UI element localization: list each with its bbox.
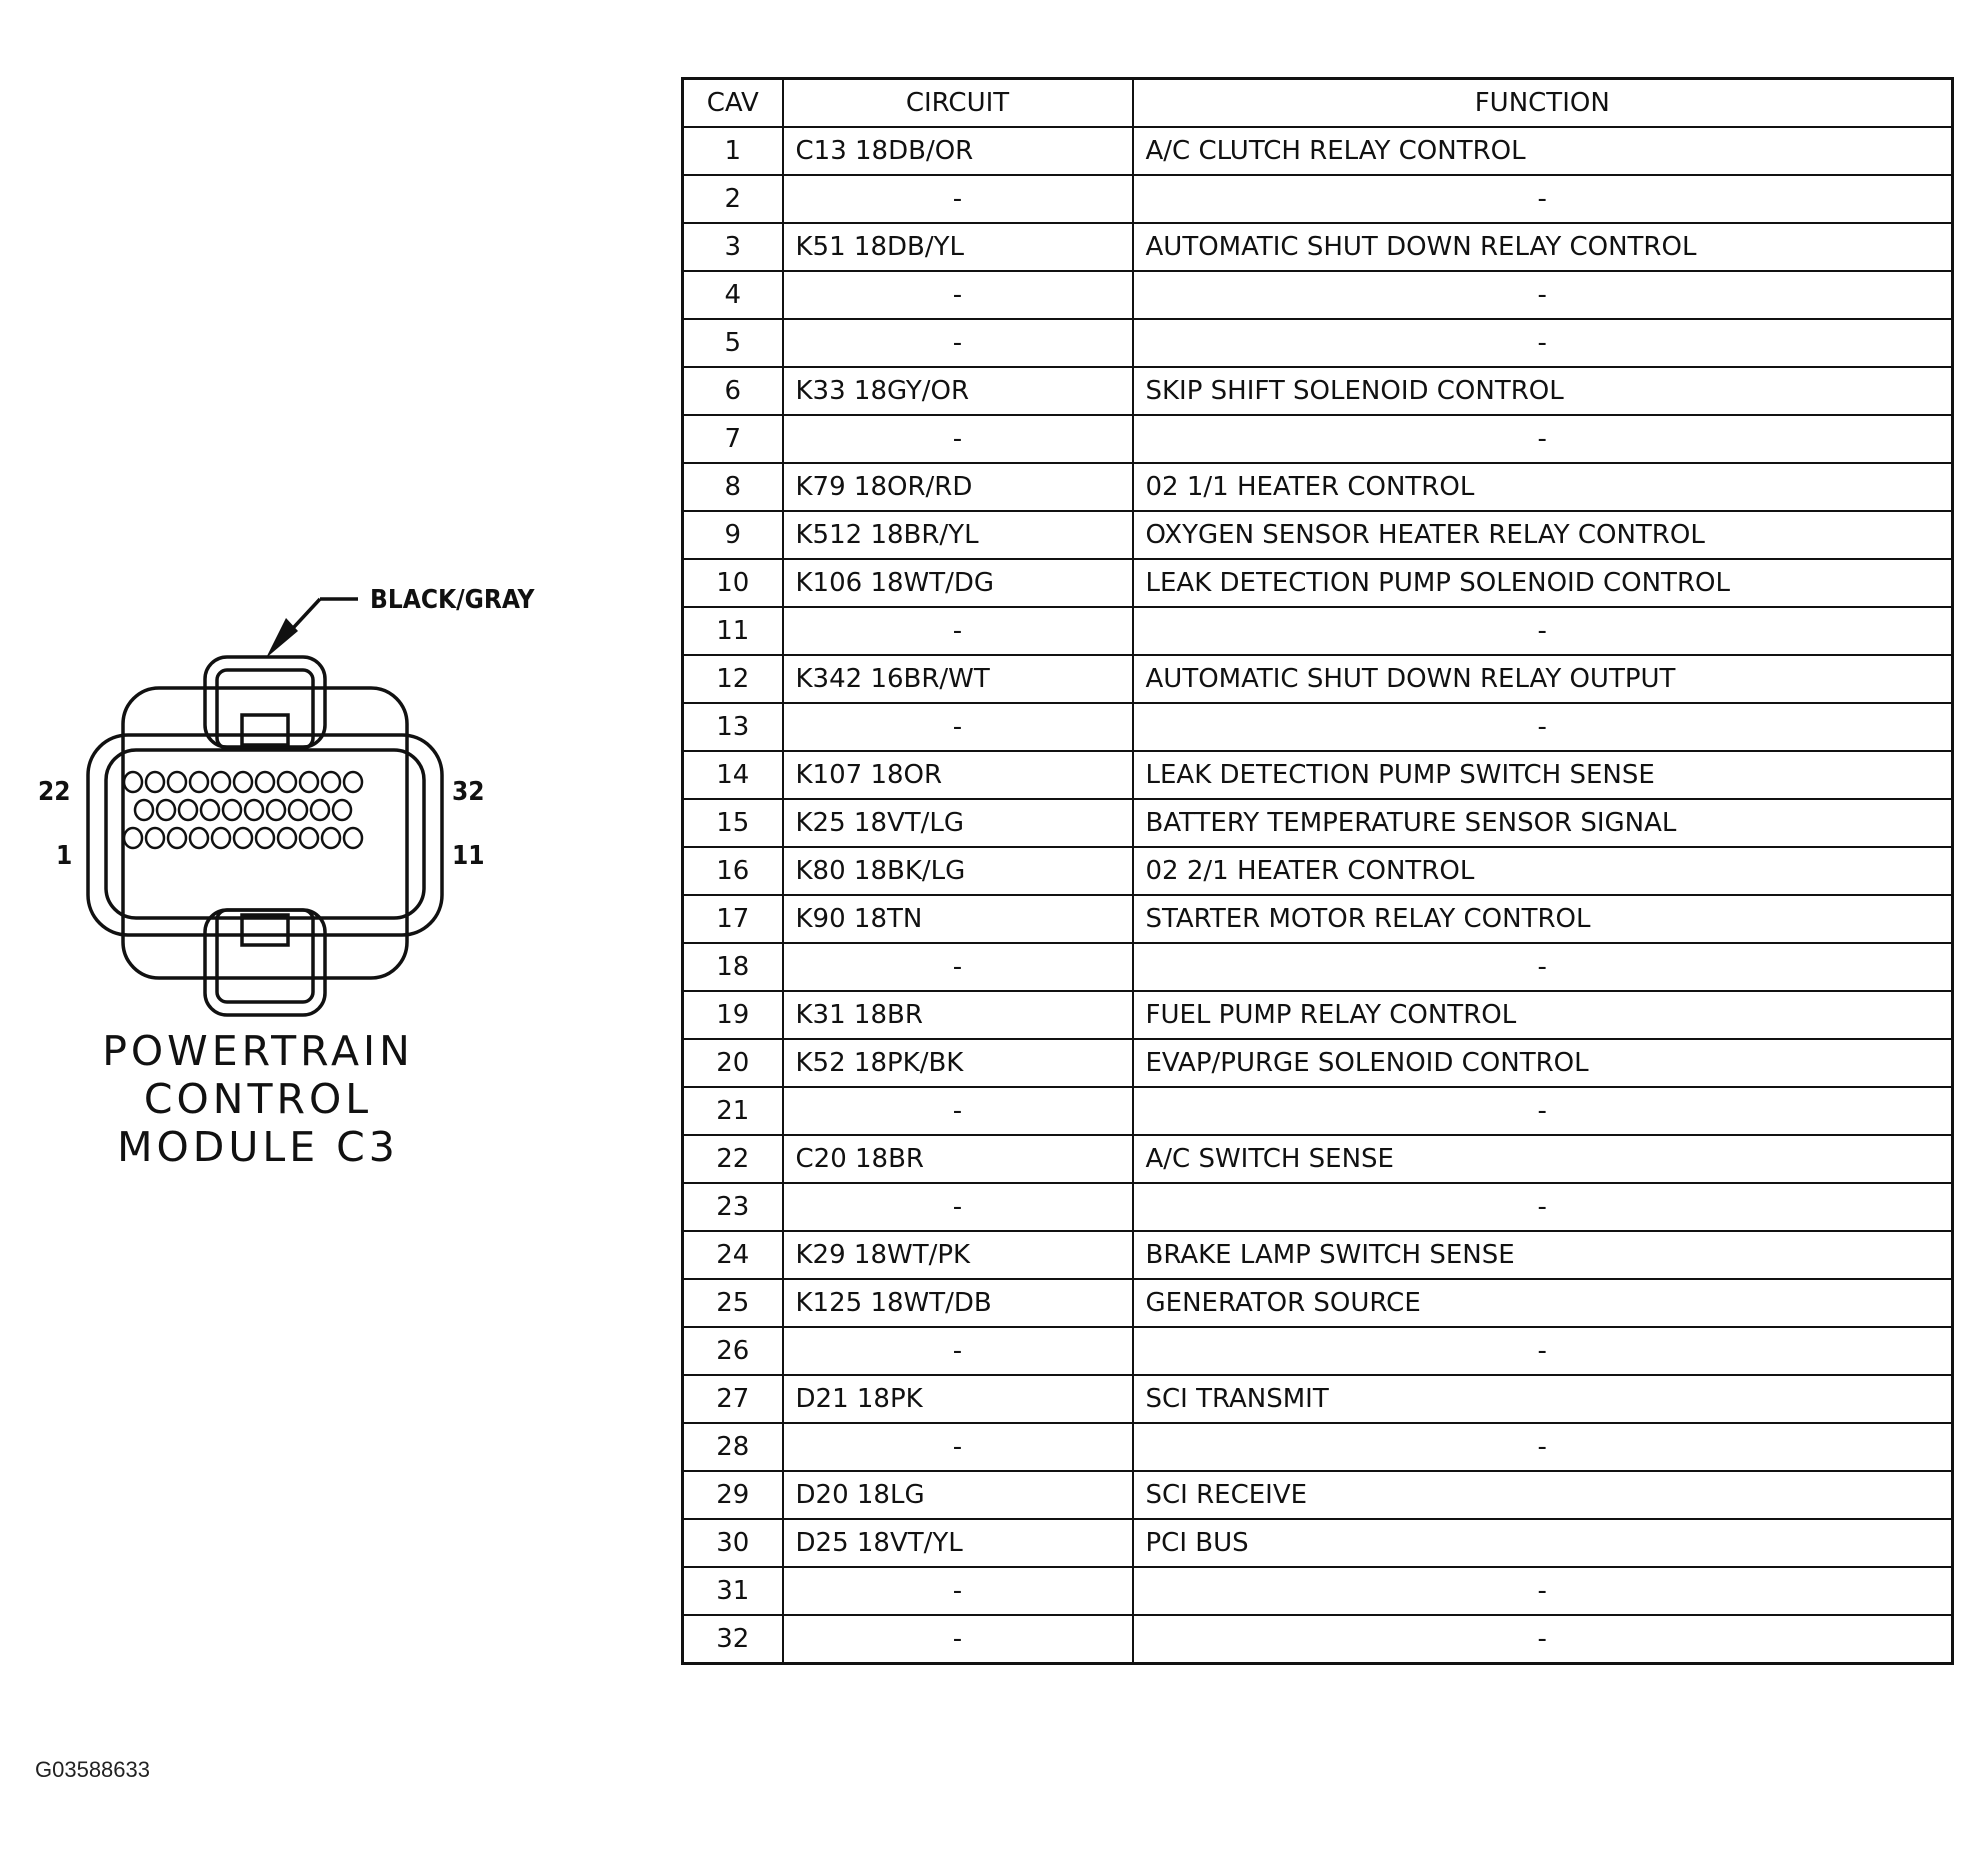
circuit-cell: - <box>783 1423 1133 1471</box>
pin-hole <box>212 772 230 792</box>
pin-label-top-right: 32 <box>452 777 485 807</box>
circuit-cell: K107 18OR <box>783 751 1133 799</box>
pin-hole <box>278 772 296 792</box>
function-cell: BRAKE LAMP SWITCH SENSE <box>1133 1231 1953 1279</box>
pin-hole <box>322 828 340 848</box>
circuit-cell: - <box>783 943 1133 991</box>
function-cell: GENERATOR SOURCE <box>1133 1279 1953 1327</box>
table-row <box>683 1327 1953 1375</box>
pin-hole <box>344 828 362 848</box>
pin-hole <box>300 828 318 848</box>
cav-cell: 24 <box>683 1231 783 1279</box>
table-row <box>683 511 1953 559</box>
cav-cell: 27 <box>683 1375 783 1423</box>
function-cell: SKIP SHIFT SOLENOID CONTROL <box>1133 367 1953 415</box>
pin-hole <box>256 828 274 848</box>
connector-drawing <box>20 560 540 1200</box>
circuit-cell: - <box>783 415 1133 463</box>
bottom-latch-inner <box>217 910 313 1002</box>
cav-cell: 6 <box>683 367 783 415</box>
pin-hole <box>223 800 241 820</box>
table-row <box>683 1087 1953 1135</box>
function-cell: A/C SWITCH SENSE <box>1133 1135 1953 1183</box>
header-function: FUNCTION <box>1133 79 1953 128</box>
table-row <box>683 1423 1953 1471</box>
function-cell: LEAK DETECTION PUMP SWITCH SENSE <box>1133 751 1953 799</box>
pin-hole <box>179 800 197 820</box>
pin-hole <box>168 828 186 848</box>
pin-hole <box>212 828 230 848</box>
function-cell: - <box>1133 607 1953 655</box>
pin-hole <box>124 828 142 848</box>
pin-hole <box>245 800 263 820</box>
function-cell: - <box>1133 943 1953 991</box>
cav-cell: 17 <box>683 895 783 943</box>
connector-caption-line-2: CONTROL <box>143 1075 373 1123</box>
table-row <box>683 559 1953 607</box>
pin-hole <box>322 772 340 792</box>
circuit-cell: K79 18OR/RD <box>783 463 1133 511</box>
function-cell: - <box>1133 1615 1953 1664</box>
table-row <box>683 751 1953 799</box>
pin-hole <box>157 800 175 820</box>
table-row <box>683 1039 1953 1087</box>
table-row <box>683 1615 1953 1664</box>
circuit-cell: K80 18BK/LG <box>783 847 1133 895</box>
circuit-cell: K33 18GY/OR <box>783 367 1133 415</box>
circuit-cell: D21 18PK <box>783 1375 1133 1423</box>
cav-cell: 16 <box>683 847 783 895</box>
cav-cell: 5 <box>683 319 783 367</box>
circuit-cell: K512 18BR/YL <box>783 511 1133 559</box>
pin-hole <box>146 828 164 848</box>
table-row <box>683 1183 1953 1231</box>
pin-hole <box>311 800 329 820</box>
function-cell: PCI BUS <box>1133 1519 1953 1567</box>
cav-cell: 4 <box>683 271 783 319</box>
pin-label-top-left: 22 <box>38 777 71 807</box>
table-row <box>683 799 1953 847</box>
circuit-cell: K90 18TN <box>783 895 1133 943</box>
cav-cell: 32 <box>683 1615 783 1664</box>
header-cav: CAV <box>683 79 783 128</box>
circuit-cell: K29 18WT/PK <box>783 1231 1133 1279</box>
circuit-cell: K31 18BR <box>783 991 1133 1039</box>
function-cell: LEAK DETECTION PUMP SOLENOID CONTROL <box>1133 559 1953 607</box>
table-row <box>683 223 1953 271</box>
connector-diagram <box>20 560 540 1200</box>
cav-cell: 3 <box>683 223 783 271</box>
cav-cell: 7 <box>683 415 783 463</box>
pin-hole <box>267 800 285 820</box>
pin-hole <box>146 772 164 792</box>
circuit-cell: - <box>783 1183 1133 1231</box>
circuit-cell: K106 18WT/DG <box>783 559 1133 607</box>
table-row <box>683 895 1953 943</box>
cav-cell: 26 <box>683 1327 783 1375</box>
function-cell: 02 2/1 HEATER CONTROL <box>1133 847 1953 895</box>
function-cell: SCI TRANSMIT <box>1133 1375 1953 1423</box>
circuit-cell: C13 18DB/OR <box>783 127 1133 175</box>
table-row <box>683 655 1953 703</box>
cav-cell: 10 <box>683 559 783 607</box>
cav-cell: 21 <box>683 1087 783 1135</box>
circuit-cell: - <box>783 1327 1133 1375</box>
table-row <box>683 463 1953 511</box>
pin-hole <box>234 772 252 792</box>
table-row <box>683 1135 1953 1183</box>
pin-hole <box>135 800 153 820</box>
table-row <box>683 1567 1953 1615</box>
function-cell: - <box>1133 1423 1953 1471</box>
function-cell: EVAP/PURGE SOLENOID CONTROL <box>1133 1039 1953 1087</box>
circuit-cell: C20 18BR <box>783 1135 1133 1183</box>
pin-hole <box>289 800 307 820</box>
cav-cell: 30 <box>683 1519 783 1567</box>
function-cell: STARTER MOTOR RELAY CONTROL <box>1133 895 1953 943</box>
pin-hole <box>256 772 274 792</box>
pinout-body <box>683 127 1953 1664</box>
circuit-cell: K342 16BR/WT <box>783 655 1133 703</box>
pin-label-bottom-right: 11 <box>452 841 485 871</box>
cav-cell: 22 <box>683 1135 783 1183</box>
circuit-cell: D20 18LG <box>783 1471 1133 1519</box>
top-latch-tab <box>242 715 288 745</box>
table-row <box>683 319 1953 367</box>
table-row <box>683 1375 1953 1423</box>
circuit-cell: D25 18VT/YL <box>783 1519 1133 1567</box>
cav-cell: 28 <box>683 1423 783 1471</box>
table-header-row <box>683 79 1953 128</box>
cav-cell: 31 <box>683 1567 783 1615</box>
cav-cell: 8 <box>683 463 783 511</box>
table-row <box>683 175 1953 223</box>
cav-cell: 19 <box>683 991 783 1039</box>
pin-hole <box>190 828 208 848</box>
header-circuit: CIRCUIT <box>783 79 1133 128</box>
cav-cell: 13 <box>683 703 783 751</box>
function-cell: - <box>1133 703 1953 751</box>
circuit-cell: K51 18DB/YL <box>783 223 1133 271</box>
circuit-cell: - <box>783 175 1133 223</box>
function-cell: AUTOMATIC SHUT DOWN RELAY OUTPUT <box>1133 655 1953 703</box>
cav-cell: 23 <box>683 1183 783 1231</box>
cav-cell: 14 <box>683 751 783 799</box>
circuit-cell: - <box>783 607 1133 655</box>
cav-cell: 25 <box>683 1279 783 1327</box>
pinout-table <box>681 77 1954 1665</box>
pin-label-bottom-left: 1 <box>56 841 73 871</box>
circuit-cell: - <box>783 1567 1133 1615</box>
table-row <box>683 943 1953 991</box>
function-cell: FUEL PUMP RELAY CONTROL <box>1133 991 1953 1039</box>
function-cell: AUTOMATIC SHUT DOWN RELAY CONTROL <box>1133 223 1953 271</box>
table-row <box>683 703 1953 751</box>
figure-id: G03588633 <box>35 1757 150 1782</box>
connector-color-label: BLACK/GRAY <box>370 585 535 615</box>
pin-hole <box>201 800 219 820</box>
pin-hole <box>234 828 252 848</box>
circuit-cell: K125 18WT/DB <box>783 1279 1133 1327</box>
pin-hole <box>344 772 362 792</box>
function-cell: - <box>1133 1327 1953 1375</box>
table-row <box>683 847 1953 895</box>
connector-caption-line-1: POWERTRAIN <box>102 1027 414 1075</box>
table-row <box>683 607 1953 655</box>
cav-cell: 11 <box>683 607 783 655</box>
pin-hole <box>278 828 296 848</box>
function-cell: - <box>1133 1183 1953 1231</box>
circuit-cell: K25 18VT/LG <box>783 799 1133 847</box>
function-cell: - <box>1133 1567 1953 1615</box>
cav-cell: 15 <box>683 799 783 847</box>
cav-cell: 1 <box>683 127 783 175</box>
cav-cell: 12 <box>683 655 783 703</box>
circuit-cell: - <box>783 1615 1133 1664</box>
table-row <box>683 415 1953 463</box>
table-row <box>683 991 1953 1039</box>
table-row <box>683 367 1953 415</box>
table-row <box>683 271 1953 319</box>
cav-cell: 18 <box>683 943 783 991</box>
cav-cell: 9 <box>683 511 783 559</box>
circuit-cell: - <box>783 1087 1133 1135</box>
circuit-cell: K52 18PK/BK <box>783 1039 1133 1087</box>
table-row <box>683 1519 1953 1567</box>
table-row <box>683 1279 1953 1327</box>
function-cell: A/C CLUTCH RELAY CONTROL <box>1133 127 1953 175</box>
connector-caption-line-3: MODULE C3 <box>117 1123 399 1171</box>
function-cell: OXYGEN SENSOR HEATER RELAY CONTROL <box>1133 511 1953 559</box>
function-cell: - <box>1133 1087 1953 1135</box>
function-cell: - <box>1133 175 1953 223</box>
pin-hole <box>168 772 186 792</box>
function-cell: - <box>1133 319 1953 367</box>
function-cell: SCI RECEIVE <box>1133 1471 1953 1519</box>
function-cell: - <box>1133 415 1953 463</box>
pin-hole <box>333 800 351 820</box>
function-cell: 02 1/1 HEATER CONTROL <box>1133 463 1953 511</box>
table-row <box>683 1471 1953 1519</box>
connector-face <box>106 750 424 918</box>
function-cell: - <box>1133 271 1953 319</box>
circuit-cell: - <box>783 703 1133 751</box>
leader-arrowhead <box>266 618 298 658</box>
cav-cell: 20 <box>683 1039 783 1087</box>
pin-hole <box>190 772 208 792</box>
function-cell: BATTERY TEMPERATURE SENSOR SIGNAL <box>1133 799 1953 847</box>
pin-hole <box>300 772 318 792</box>
pin-holes <box>124 772 362 848</box>
cav-cell: 2 <box>683 175 783 223</box>
circuit-cell: - <box>783 271 1133 319</box>
pin-hole <box>124 772 142 792</box>
table-row <box>683 127 1953 175</box>
table-row <box>683 1231 1953 1279</box>
circuit-cell: - <box>783 319 1133 367</box>
cav-cell: 29 <box>683 1471 783 1519</box>
